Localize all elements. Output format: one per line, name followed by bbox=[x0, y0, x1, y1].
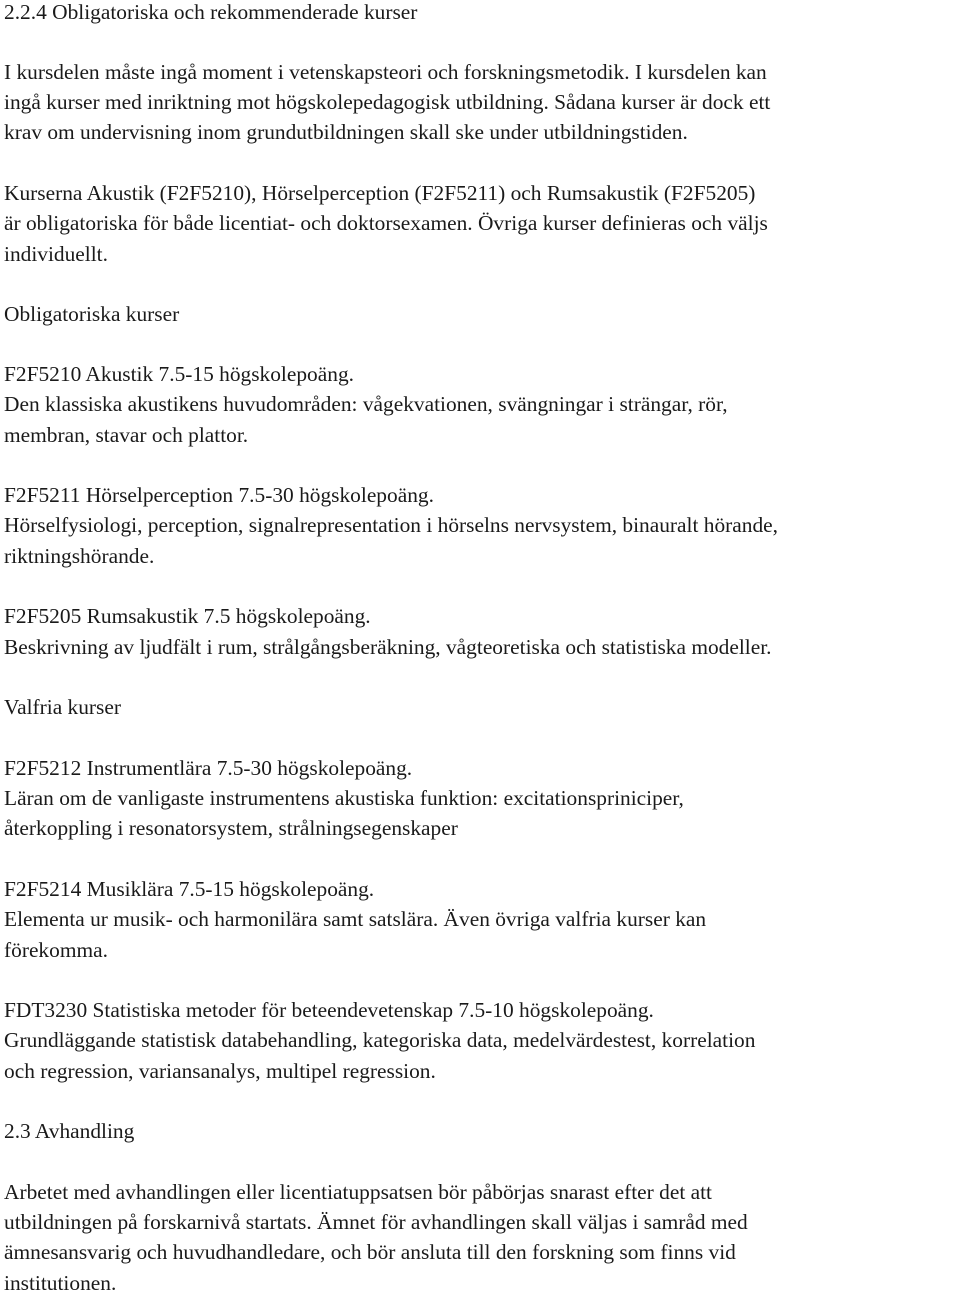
elective-heading: Valfria kurser bbox=[4, 695, 121, 719]
intro-line: I kursdelen måste ingå moment i vetenskapsteori och forskningsmetodik. I kursdelen kan bbox=[4, 60, 767, 84]
thesis-heading: 2.3 Avhandling bbox=[4, 1119, 135, 1143]
course-title: FDT3230 Statistiska metoder för beteendevetenskap 7.5-10 högskolepoäng. bbox=[4, 998, 654, 1022]
intro-line: ingå kurser med inriktning mot högskolepedagogisk utbildning. Sådana kurser är dock ett bbox=[4, 90, 771, 114]
course-description: Grundläggande statistisk databehandling, kategoriska data, medelvärdestest, korrelation bbox=[4, 1028, 756, 1052]
course-description: riktningshörande. bbox=[4, 544, 155, 568]
section-heading: 2.2.4 Obligatoriska och rekommenderade kurser bbox=[4, 0, 418, 24]
course-title: F2F5212 Instrumentlära 7.5-30 högskolepoäng. bbox=[4, 756, 413, 780]
mandatory-note-line: är obligatoriska för både licentiat- och doktorsexamen. Övriga kurser definieras och väljs bbox=[4, 211, 768, 235]
course-description: Hörselfysiologi, perception, signalrepresentation i hörselns nervsystem, binauralt hörande, bbox=[4, 513, 779, 537]
thesis-text-line: utbildningen på forskarnivå startats. Ämnet för avhandlingen skall väljas i samråd med bbox=[4, 1210, 748, 1234]
course-description: återkoppling i resonatorsystem, strålningsegenskaper bbox=[4, 816, 458, 840]
course-title: F2F5205 Rumsakustik 7.5 högskolepoäng. bbox=[4, 604, 371, 628]
mandatory-heading: Obligatoriska kurser bbox=[4, 302, 180, 326]
course-description: Elementa ur musik- och harmonilära samt satslära. Även övriga valfria kurser kan bbox=[4, 907, 707, 931]
intro-line: krav om undervisning inom grundutbildningen skall ske under utbildningstiden. bbox=[4, 120, 688, 144]
thesis-text-line: institutionen. bbox=[4, 1271, 117, 1295]
mandatory-note-line: Kurserna Akustik (F2F5210), Hörselperception (F2F5211) och Rumsakustik (F2F5205) bbox=[4, 181, 756, 205]
mandatory-note-line: individuellt. bbox=[4, 242, 108, 266]
course-description: membran, stavar och plattor. bbox=[4, 423, 249, 447]
thesis-text-line: Arbetet med avhandlingen eller licentiatuppsatsen bör påbörjas snarast efter det att bbox=[4, 1180, 713, 1204]
course-description: förekomma. bbox=[4, 938, 108, 962]
course-title: F2F5214 Musiklära 7.5-15 högskolepoäng. bbox=[4, 877, 375, 901]
course-description: och regression, variansanalys, multipel regression. bbox=[4, 1059, 436, 1083]
course-title: F2F5211 Hörselperception 7.5-30 högskolepoäng. bbox=[4, 483, 434, 507]
course-title: F2F5210 Akustik 7.5-15 högskolepoäng. bbox=[4, 362, 354, 386]
course-description: Beskrivning av ljudfält i rum, strålgångsberäkning, vågteoretiska och statistiska modeller. bbox=[4, 635, 772, 659]
course-description: Läran om de vanligaste instrumentens akustiska funktion: excitationspriniciper, bbox=[4, 786, 684, 810]
thesis-text-line: ämnesansvarig och huvudhandledare, och bör ansluta till den forskning som finns vid bbox=[4, 1240, 736, 1264]
course-description: Den klassiska akustikens huvudområden: vågekvationen, svängningar i strängar, rör, bbox=[4, 392, 728, 416]
